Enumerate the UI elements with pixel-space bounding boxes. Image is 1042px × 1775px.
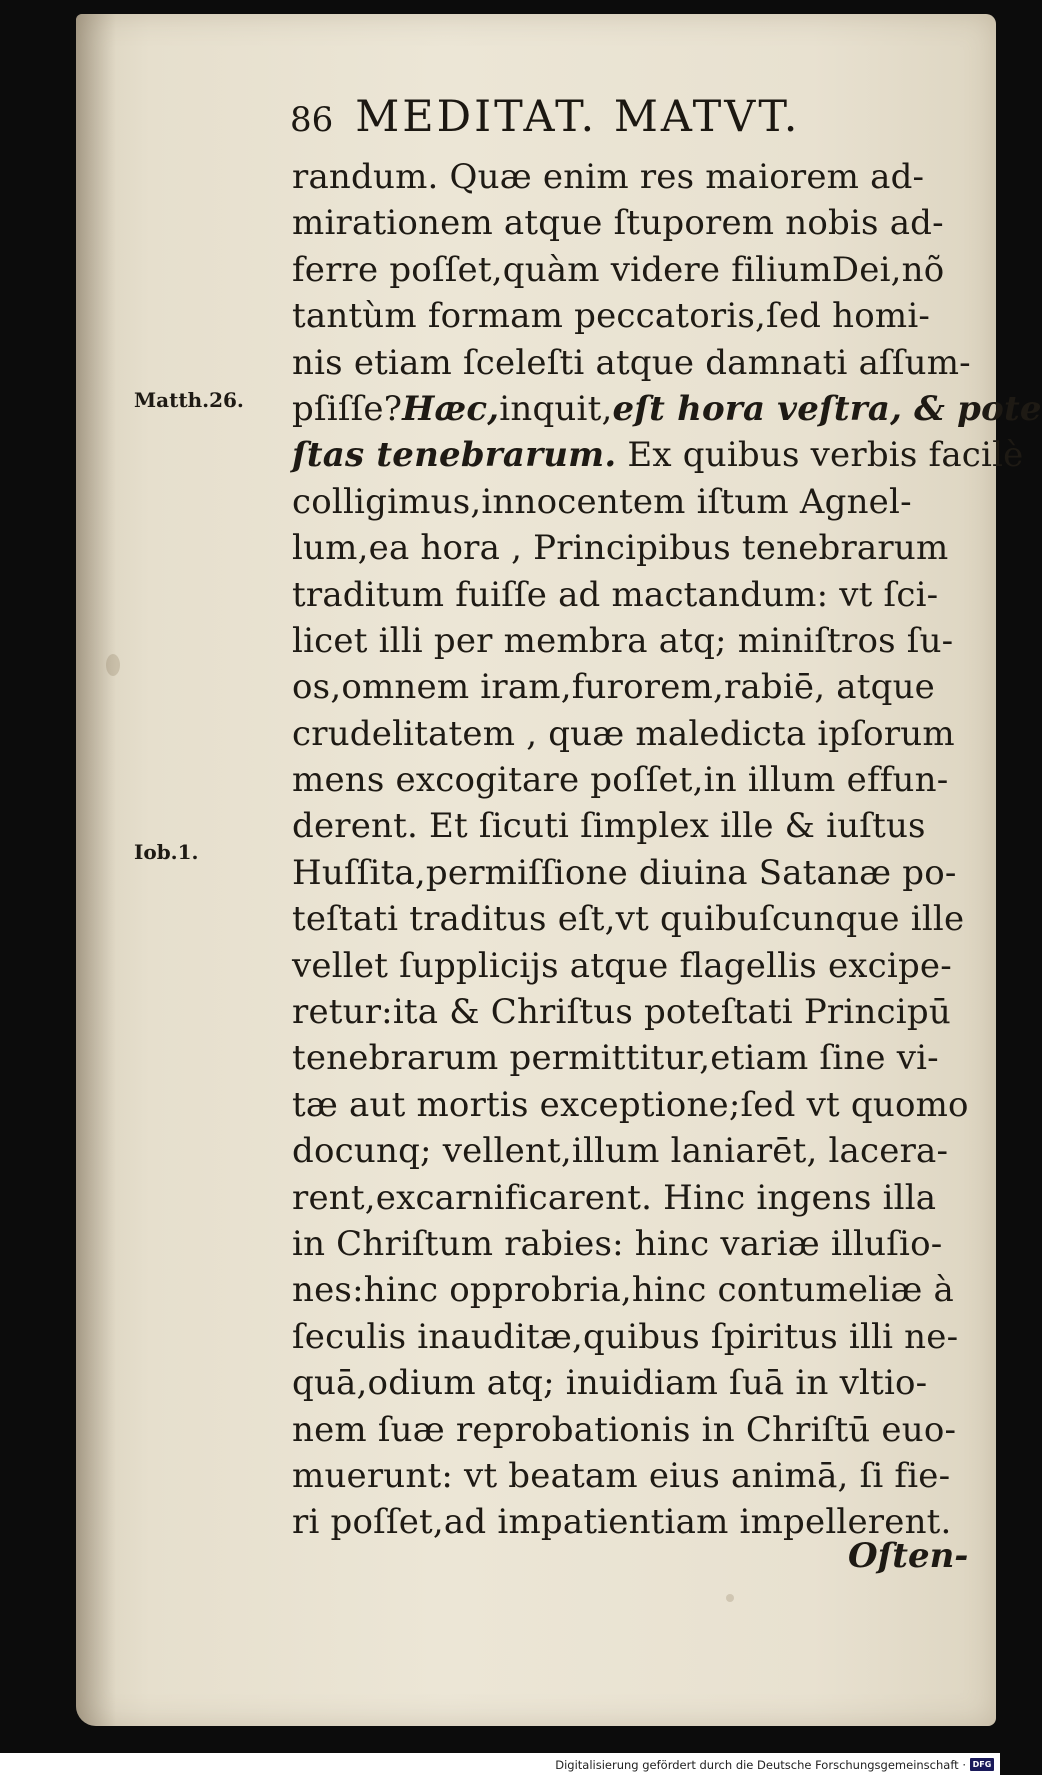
text-line: tantùm formam peccatoris,ſed homi- <box>292 296 931 337</box>
running-header <box>290 92 990 142</box>
text-line: quā,odium atq; inuidiam ſuā in vltio- <box>292 1363 928 1404</box>
text-line: traditum fuiſſe ad mactandum: vt ſci- <box>292 574 939 615</box>
marginal-note: Matth.26. <box>134 388 244 412</box>
text-line: mirationem atque ſtuporem nobis ad- <box>292 203 944 244</box>
dfg-logo-icon: DFG <box>970 1758 994 1771</box>
text-line <box>292 386 1042 432</box>
italic-quote: Hæc, <box>402 388 500 429</box>
running-head-title: MEDITAT. MATVT. <box>355 92 801 142</box>
paper-stain <box>726 1594 734 1602</box>
page-number: 86 <box>290 100 334 140</box>
text-line: derent. Et ſicuti ſimplex ille & iuſtus <box>292 806 926 847</box>
text-line: nis etiam ſceleſti atque damnati aſſum- <box>292 342 971 383</box>
text-line: vellet ſupplicijs atque flagellis excipe- <box>292 945 952 986</box>
book-page <box>76 14 1042 1726</box>
text-line: in Chriſtum rabies: hinc variæ illuſio- <box>292 1223 943 1264</box>
text-line: randum. Quæ enim res maiorem ad- <box>292 157 925 197</box>
text-line: colligimus,innocentem iſtum Agnel- <box>292 481 912 522</box>
text-line: os,omnem iram,furorem,rabiē, atque <box>292 667 935 708</box>
catchword: Oſten- <box>848 1536 969 1576</box>
body-text <box>292 154 1042 1546</box>
text-line: teſtati traditus eſt,vt quibuſcunque ille <box>292 899 965 940</box>
text-line: docunq; vellent,illum laniarēt, lacera- <box>292 1131 949 1172</box>
text-line <box>292 432 1024 478</box>
text-line: mens excogitare poſſet,in illum effun- <box>292 760 949 801</box>
text-segment: inquit, <box>499 388 613 429</box>
marginal-note: Iob.1. <box>134 840 199 864</box>
digitization-credit: Digitalisierung gefördert durch die Deutsche Forschungsgemeinschaft · <box>555 1758 966 1772</box>
paper-stain <box>106 654 120 676</box>
text-line: crudelitatem , quæ maledicta ipſorum <box>292 713 955 754</box>
italic-quote: ſtas tenebrarum. <box>292 435 617 476</box>
text-line: ſeculis inauditæ,quibus ſpiritus illi ne- <box>292 1316 959 1357</box>
text-line: lum,ea hora , Principibus tenebrarum <box>292 528 949 569</box>
text-line: nem ſuæ reprobationis in Chriſtū euo- <box>292 1409 957 1450</box>
spine-shadow <box>76 14 116 1726</box>
text-segment: pſiſſe? <box>292 388 403 429</box>
text-line: tenebrarum permittitur,etiam ſine vi- <box>292 1038 939 1079</box>
text-line: rent,excarnificarent. Hinc ingens illa <box>292 1177 937 1218</box>
text-line: tæ aut mortis exceptione;ſed vt quomo <box>292 1084 969 1125</box>
footer-bar <box>0 1753 1000 1775</box>
text-line: ri poſſet,ad impatientiam impellerent. <box>292 1502 952 1543</box>
text-line: licet illi per membra atq; miniſtros ſu- <box>292 620 954 661</box>
text-line: ferre poſſet,quàm videre filiumDei,nõ <box>292 249 945 290</box>
italic-quote: eſt hora veſtra, & pote <box>612 388 1042 429</box>
text-line: retur:ita & Chriſtus poteſtati Principū <box>292 992 951 1033</box>
text-line: muerunt: vt beatam eius animā, ſi fie- <box>292 1455 951 1496</box>
text-segment: Ex quibus verbis facilè <box>616 435 1024 476</box>
text-line: Huſſita,permiſſione diuina Satanæ po- <box>292 852 957 893</box>
text-line: nes:hinc opprobria,hinc contumeliæ à <box>292 1270 954 1311</box>
